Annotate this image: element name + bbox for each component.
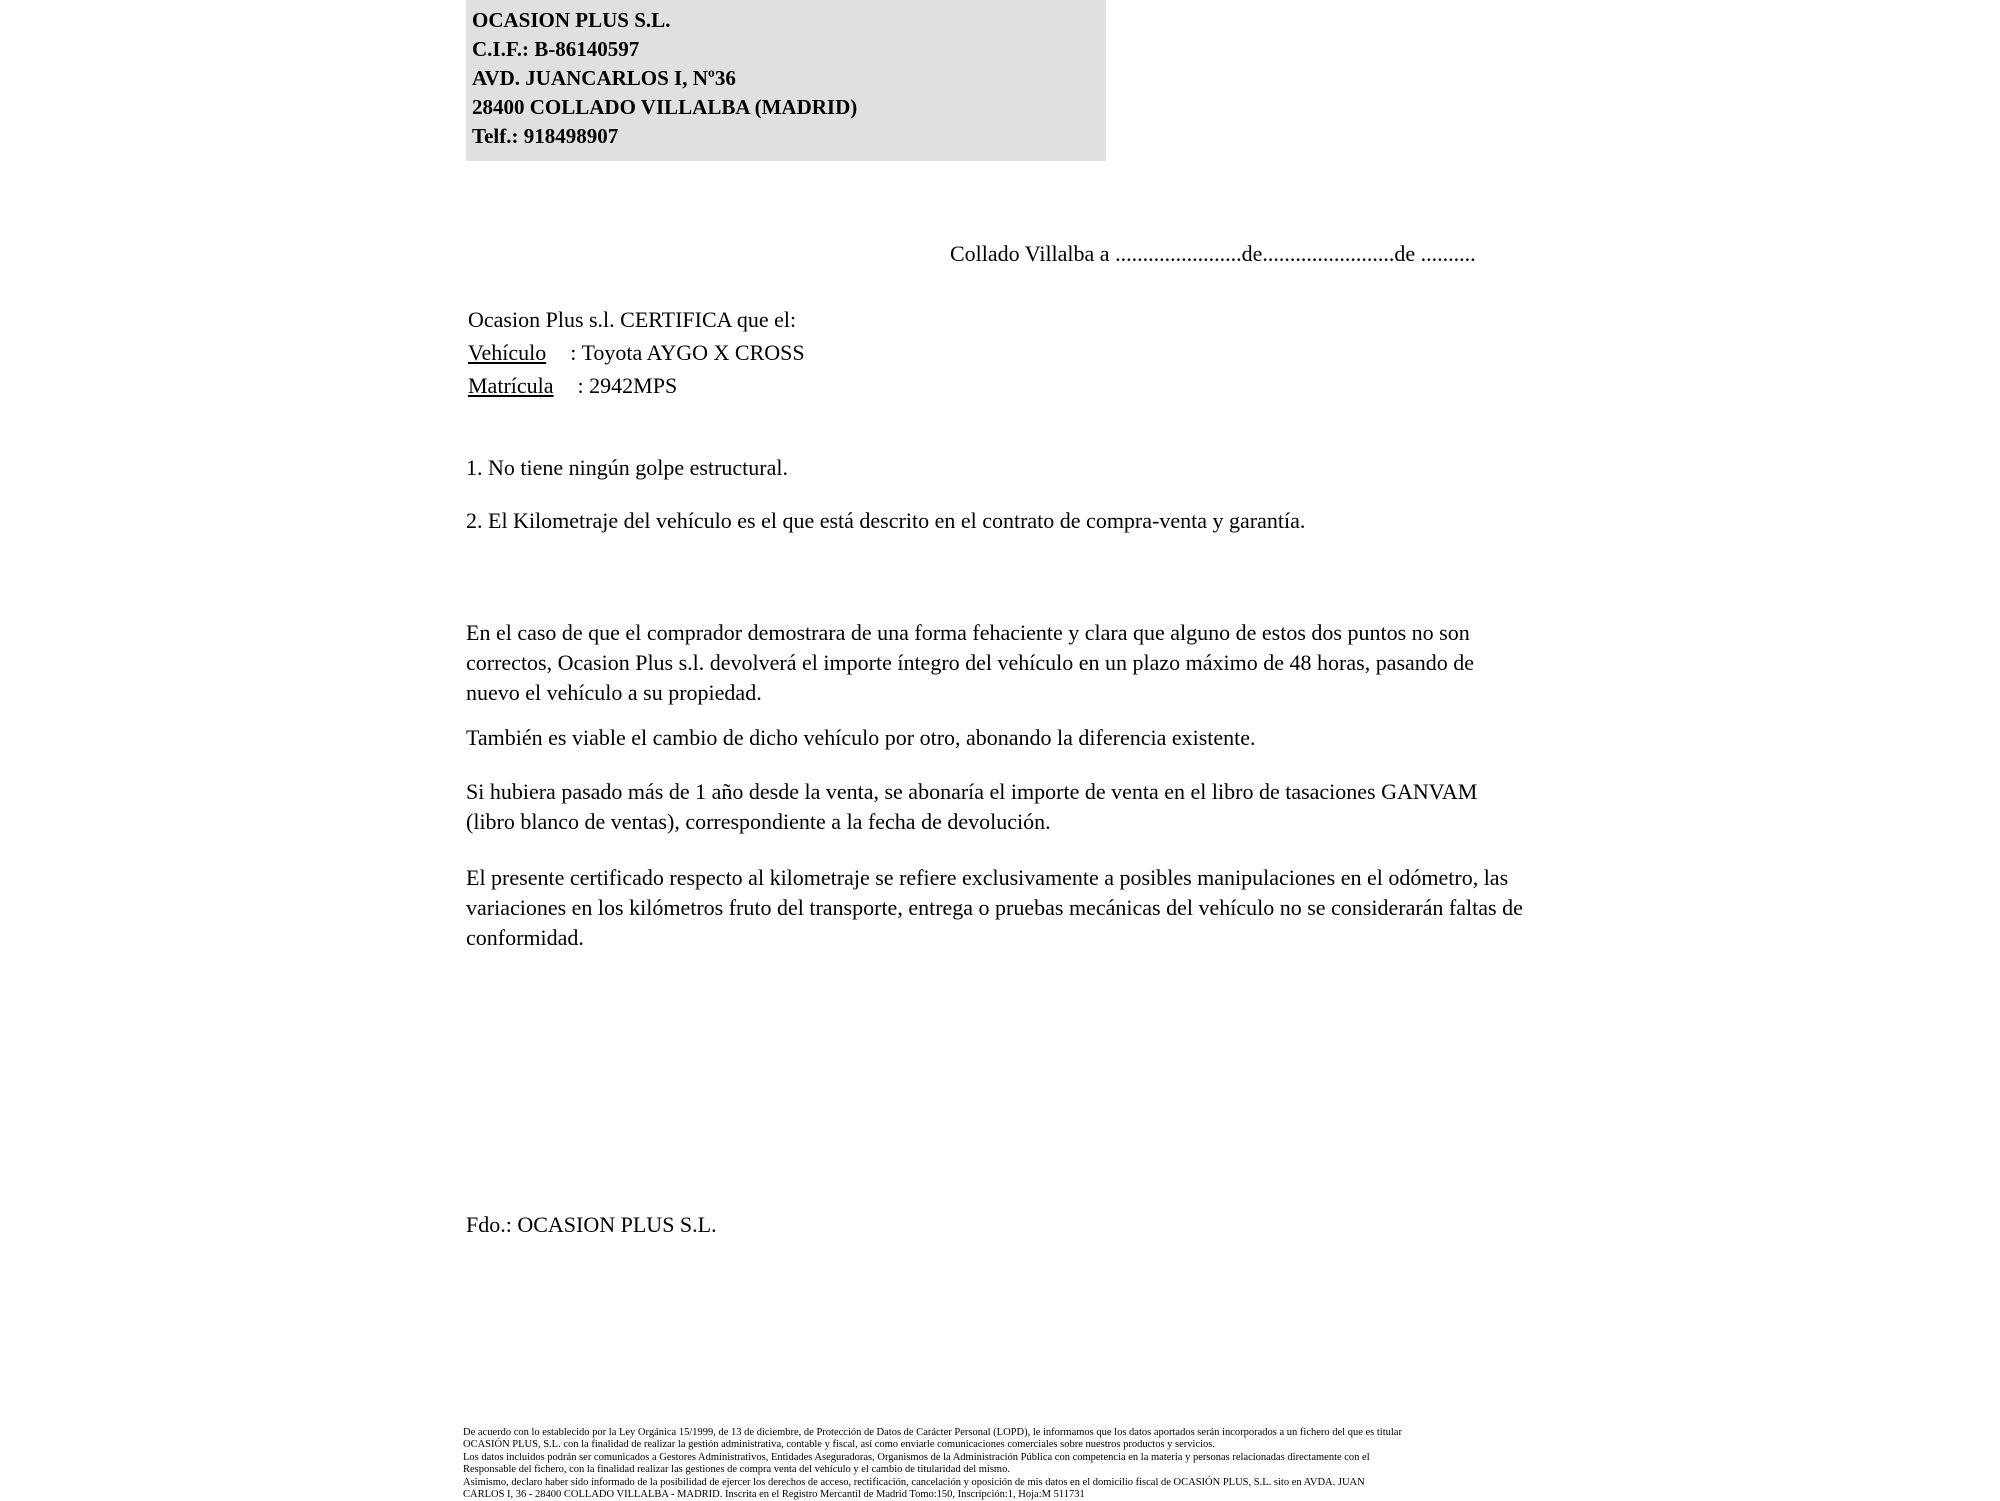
legal-footer-line: Responsable del fichero, con la finalidad realizar las gestiones de compra venta del vehículo y el cambio de titularidad del mismo. (463, 1464, 1010, 1476)
vehicle-label: Vehículo (468, 340, 547, 365)
certification-block (468, 303, 805, 402)
body-paragraph-3: Si hubiera pasado más de 1 año desde la venta, se abonaría el importe de venta en el libro de tasaciones GANVAM (libro blanco de ventas), correspondiente a la fecha de devolución. (466, 779, 1478, 834)
letterhead-company-name: OCASION PLUS S.L. (472, 8, 671, 32)
plate-row (468, 369, 805, 402)
body-paragraph-2: También es viable el cambio de dicho vehículo por otro, abonando la diferencia existente. (466, 725, 1256, 750)
date-line: Collado Villalba a .......................de........................de .......... (950, 241, 1476, 266)
body-paragraph-4: El presente certificado respecto al kilometraje se refiere exclusivamente a posibles manipulaciones en el odómetro, las variaciones en los kilómetros fruto del transporte, entrega o pruebas mecánicas del vehículo no se considerarán faltas de conformidad. (466, 865, 1523, 950)
signature-line: Fdo.: OCASION PLUS S.L. (466, 1212, 717, 1237)
legal-footer-line: Asimismo, declaro haber sido informado de la posibilidad de ejercer los derechos de acceso, rectificación, cancelación y oposición de mis datos en el domicilio fiscal de OCASIÓN PLUS, S.L. sito en AVDA. JUAN (463, 1476, 1365, 1488)
legal-footer-line: CARLOS I, 36 - 28400 COLLADO VILLALBA - MADRID. Inscrita en el Registro Mercantil de Madrid Tomo:150, Inscripción:1, Hoja:M 511731 (463, 1489, 1085, 1501)
legal-footer-line: De acuerdo con lo establecido por la Ley Orgánica 15/1999, de 13 de diciembre, de Protección de Datos de Carácter Personal (LOPD), le informamos que los datos aportados serán incorporados a un fichero del que es titular (463, 1427, 1402, 1438)
letterhead-address: AVD. JUANCARLOS I, Nº36 (472, 66, 736, 90)
plate-label: Matrícula (468, 373, 554, 398)
vehicle-row (468, 336, 805, 369)
vehicle-value: Toyota AYGO X CROSS (581, 340, 805, 365)
letterhead-cif: C.I.F.: B-86140597 (472, 37, 640, 61)
vehicle-separator: : (570, 340, 577, 365)
legal-footer (463, 1427, 1563, 1501)
point-item-2: 2. El Kilometraje del vehículo es el que está descrito en el contrato de compra-venta y garantía. (466, 508, 1306, 533)
legal-footer-line: Los datos incluidos podrán ser comunicados a Gestores Administrativos, Entidades Aseguradoras, Organismos de la Administración Pública con competencia en la materia y personas relacionadas directamente con el (463, 1451, 1370, 1463)
plate-separator: : (577, 373, 584, 398)
plate-value: 2942MPS (589, 373, 678, 398)
letterhead-phone: Telf.: 918498907 (472, 124, 619, 148)
letterhead-city: 28400 COLLADO VILLALBA (MADRID) (472, 95, 858, 119)
body-paragraph-1: En el caso de que el comprador demostrara de una forma fehaciente y clara que alguno de estos dos puntos no son correctos, Ocasion Plus s.l. devolverá el importe íntegro del vehículo en un plazo máximo de 48 horas, pasando de nuevo el vehículo a su propiedad. (466, 620, 1475, 705)
certification-intro: Ocasion Plus s.l. CERTIFICA que el: (468, 307, 797, 332)
letterhead-block (466, 0, 1106, 161)
point-item-1: 1. No tiene ningún golpe estructural. (466, 455, 788, 480)
legal-footer-line: OCASIÓN PLUS, S.L. con la finalidad de realizar la gestión administrativa, contable y fiscal, así como enviarle comunicaciones comerciales sobre nuestros productos y servicios. (463, 1439, 1215, 1451)
